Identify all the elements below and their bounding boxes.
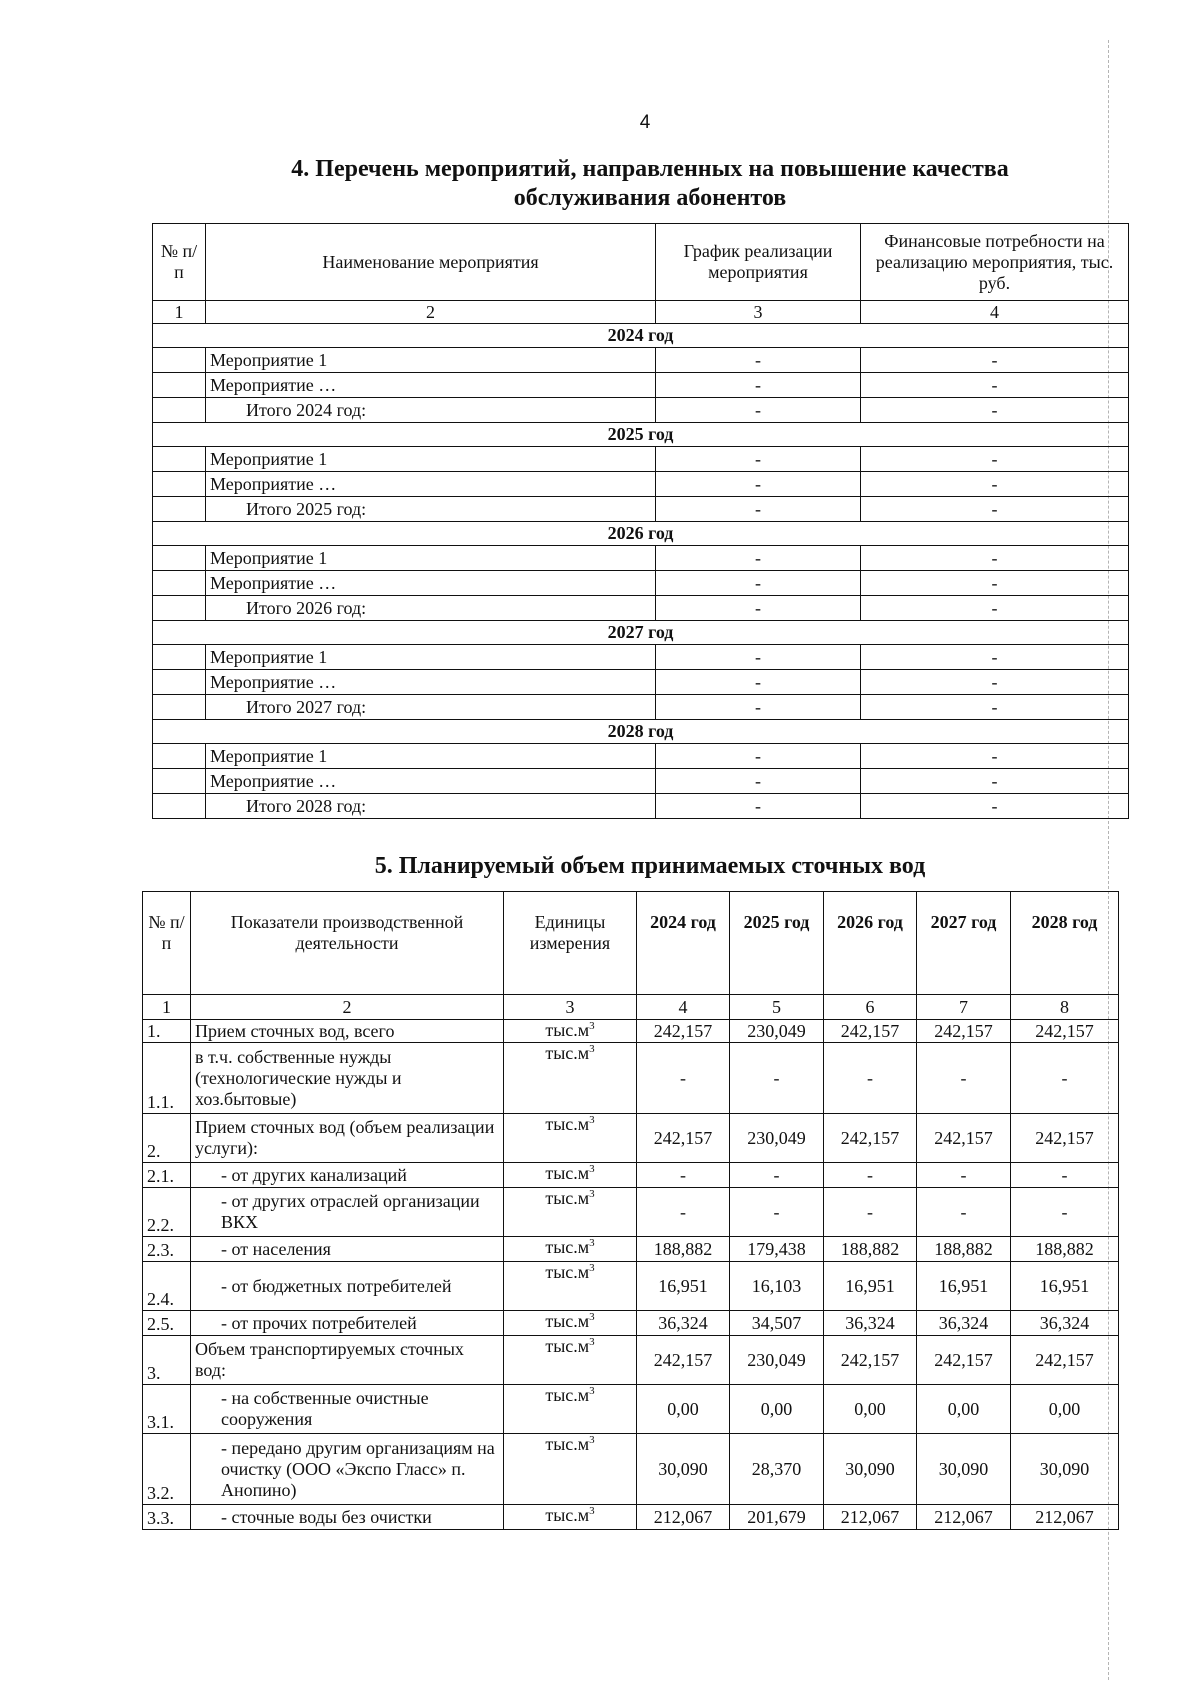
unit-superscript: 3 — [589, 1336, 595, 1348]
measure-name: Мероприятие … — [206, 670, 656, 695]
total-label: Итого 2028 год: — [206, 794, 656, 819]
total-label: Итого 2027 год: — [206, 695, 656, 720]
value-cell: 36,324 — [1011, 1311, 1119, 1336]
schedule-cell: - — [656, 373, 861, 398]
col-number: 2 — [191, 995, 504, 1020]
measure-name: Мероприятие 1 — [206, 447, 656, 472]
schedule-cell: - — [656, 596, 861, 621]
indicator-name: - сточные воды без очистки — [191, 1505, 504, 1530]
value-cell: - — [824, 1043, 917, 1114]
col-number: 1 — [143, 995, 191, 1020]
value-cell: 242,157 — [917, 1336, 1011, 1385]
value-cell: 0,00 — [730, 1385, 824, 1434]
indicator-name: Прием сточных вод (объем реализации услуги): — [191, 1114, 504, 1163]
unit-superscript: 3 — [589, 1237, 595, 1249]
header-year: 2027 год — [917, 892, 1011, 995]
measure-row — [153, 348, 1129, 373]
row-num — [153, 497, 206, 522]
unit-superscript: 3 — [589, 1163, 595, 1175]
value-cell: 16,951 — [917, 1262, 1011, 1311]
row-num — [153, 571, 206, 596]
value-cell: 34,507 — [730, 1311, 824, 1336]
value-cell: 0,00 — [824, 1385, 917, 1434]
row-num — [153, 596, 206, 621]
schedule-cell: - — [656, 348, 861, 373]
value-cell: 0,00 — [637, 1385, 730, 1434]
unit-text: тыс.м — [545, 1385, 590, 1405]
year-row — [153, 621, 1129, 645]
column-number-row — [153, 301, 1129, 324]
finance-cell: - — [861, 348, 1129, 373]
unit-cell — [504, 1020, 637, 1043]
total-row — [153, 398, 1129, 423]
schedule-cell: - — [656, 447, 861, 472]
value-cell: 242,157 — [1011, 1114, 1119, 1163]
measure-name: Мероприятие … — [206, 769, 656, 794]
unit-superscript: 3 — [589, 1262, 595, 1274]
value-cell: 30,090 — [637, 1434, 730, 1505]
finance-cell: - — [861, 546, 1129, 571]
indicator-name: Объем транспортируемых сточных вод: — [191, 1336, 504, 1385]
row-number: 2. — [143, 1114, 191, 1163]
finance-cell: - — [861, 670, 1129, 695]
value-cell: 212,067 — [1011, 1505, 1119, 1530]
year-row — [153, 720, 1129, 744]
unit-text: тыс.м — [545, 1020, 590, 1040]
unit-text: тыс.м — [545, 1237, 590, 1257]
row-num — [153, 398, 206, 423]
indicator-name: - передано другим организациям на очистку (ООО «Экспо Гласс» п. Анопино) — [191, 1434, 504, 1505]
row-number: 2.1. — [143, 1163, 191, 1188]
value-cell: 230,049 — [730, 1020, 824, 1043]
row-number: 3.1. — [143, 1385, 191, 1434]
value-cell: - — [824, 1163, 917, 1188]
value-cell: - — [730, 1163, 824, 1188]
total-label: Итого 2026 год: — [206, 596, 656, 621]
value-cell: - — [824, 1188, 917, 1237]
row-number: 3. — [143, 1336, 191, 1385]
table-row — [143, 1163, 1119, 1188]
header-num: № п/п — [153, 224, 206, 301]
indicator-name: - от прочих потребителей — [191, 1311, 504, 1336]
value-cell: 242,157 — [824, 1114, 917, 1163]
col-number: 2 — [206, 301, 656, 324]
value-cell: 30,090 — [824, 1434, 917, 1505]
finance-cell: - — [861, 645, 1129, 670]
measure-row — [153, 447, 1129, 472]
row-number: 2.2. — [143, 1188, 191, 1237]
unit-cell — [504, 1188, 637, 1237]
unit-superscript: 3 — [589, 1020, 595, 1032]
unit-cell — [504, 1262, 637, 1311]
measure-row — [153, 373, 1129, 398]
table-row — [143, 1434, 1119, 1505]
row-number: 2.3. — [143, 1237, 191, 1262]
unit-superscript: 3 — [589, 1043, 595, 1055]
year-label: 2024 год — [153, 324, 1129, 348]
schedule-cell: - — [656, 546, 861, 571]
unit-superscript: 3 — [589, 1311, 595, 1323]
total-label: Итого 2025 год: — [206, 497, 656, 522]
indicator-name: - на собственные очистные сооружения — [191, 1385, 504, 1434]
schedule-cell: - — [656, 398, 861, 423]
unit-text: тыс.м — [545, 1434, 590, 1454]
unit-cell — [504, 1043, 637, 1114]
schedule-cell: - — [656, 472, 861, 497]
row-num — [153, 447, 206, 472]
value-cell: - — [1011, 1043, 1119, 1114]
finance-cell: - — [861, 571, 1129, 596]
year-row — [153, 324, 1129, 348]
table-header-row — [153, 224, 1129, 301]
finance-cell: - — [861, 744, 1129, 769]
value-cell: 242,157 — [637, 1114, 730, 1163]
unit-text: тыс.м — [545, 1188, 590, 1208]
value-cell: 28,370 — [730, 1434, 824, 1505]
header-finance: Финансовые потребности на реализацию мероприятия, тыс. руб. — [861, 224, 1129, 301]
value-cell: 0,00 — [917, 1385, 1011, 1434]
total-row — [153, 497, 1129, 522]
schedule-cell: - — [656, 571, 861, 596]
value-cell: - — [917, 1163, 1011, 1188]
row-num — [153, 695, 206, 720]
measures-table — [152, 223, 1129, 819]
header-year: 2024 год — [637, 892, 730, 995]
header-unit: Единицы измерения — [504, 892, 637, 995]
finance-cell: - — [861, 794, 1129, 819]
value-cell: - — [637, 1163, 730, 1188]
unit-text: тыс.м — [545, 1043, 590, 1063]
unit-cell — [504, 1385, 637, 1434]
measure-row — [153, 645, 1129, 670]
value-cell: - — [637, 1043, 730, 1114]
schedule-cell: - — [656, 744, 861, 769]
unit-text: тыс.м — [545, 1311, 590, 1331]
col-number: 4 — [861, 301, 1129, 324]
unit-cell — [504, 1505, 637, 1530]
table-row — [143, 1043, 1119, 1114]
col-number: 3 — [656, 301, 861, 324]
unit-cell — [504, 1163, 637, 1188]
col-number: 6 — [824, 995, 917, 1020]
schedule-cell: - — [656, 794, 861, 819]
finance-cell: - — [861, 373, 1129, 398]
value-cell: 30,090 — [1011, 1434, 1119, 1505]
year-label: 2028 год — [153, 720, 1129, 744]
value-cell: 36,324 — [917, 1311, 1011, 1336]
table-row — [143, 1237, 1119, 1262]
total-row — [153, 695, 1129, 720]
unit-superscript: 3 — [589, 1114, 595, 1126]
value-cell: 188,882 — [1011, 1237, 1119, 1262]
col-number: 7 — [917, 995, 1011, 1020]
value-cell: 30,090 — [917, 1434, 1011, 1505]
value-cell: 242,157 — [917, 1020, 1011, 1043]
value-cell: 0,00 — [1011, 1385, 1119, 1434]
year-row — [153, 423, 1129, 447]
wastewater-volume-table — [142, 891, 1119, 1530]
value-cell: 188,882 — [824, 1237, 917, 1262]
row-number: 1. — [143, 1020, 191, 1043]
value-cell: - — [637, 1188, 730, 1237]
header-schedule: График реализации мероприятия — [656, 224, 861, 301]
value-cell: 16,103 — [730, 1262, 824, 1311]
table-row — [143, 1188, 1119, 1237]
unit-text: тыс.м — [545, 1262, 590, 1282]
value-cell: - — [1011, 1163, 1119, 1188]
measure-name: Мероприятие 1 — [206, 645, 656, 670]
row-num — [153, 769, 206, 794]
finance-cell: - — [861, 398, 1129, 423]
schedule-cell: - — [656, 645, 861, 670]
measure-name: Мероприятие 1 — [206, 348, 656, 373]
unit-cell — [504, 1237, 637, 1262]
year-label: 2026 год — [153, 522, 1129, 546]
table-row — [143, 1336, 1119, 1385]
value-cell: 188,882 — [917, 1237, 1011, 1262]
indicator-name: - от других отраслей организации ВКХ — [191, 1188, 504, 1237]
row-number: 2.4. — [143, 1262, 191, 1311]
value-cell: - — [730, 1043, 824, 1114]
table-row — [143, 1505, 1119, 1530]
value-cell: - — [730, 1188, 824, 1237]
unit-text: тыс.м — [545, 1114, 590, 1134]
value-cell: 242,157 — [824, 1336, 917, 1385]
value-cell: 36,324 — [824, 1311, 917, 1336]
header-indicator: Показатели производственной деятельности — [191, 892, 504, 995]
measure-row — [153, 769, 1129, 794]
value-cell: 179,438 — [730, 1237, 824, 1262]
finance-cell: - — [861, 497, 1129, 522]
value-cell: 242,157 — [1011, 1020, 1119, 1043]
row-num — [153, 645, 206, 670]
row-num — [153, 794, 206, 819]
unit-superscript: 3 — [589, 1188, 595, 1200]
schedule-cell: - — [656, 670, 861, 695]
row-num — [153, 670, 206, 695]
column-number-row — [143, 995, 1119, 1020]
unit-cell — [504, 1311, 637, 1336]
value-cell: 188,882 — [637, 1237, 730, 1262]
indicator-name: в т.ч. собственные нужды (технологические нужды и хоз.бытовые) — [191, 1043, 504, 1114]
value-cell: 242,157 — [917, 1114, 1011, 1163]
value-cell: 201,679 — [730, 1505, 824, 1530]
unit-text: тыс.м — [545, 1336, 590, 1356]
row-number: 3.2. — [143, 1434, 191, 1505]
value-cell: 242,157 — [1011, 1336, 1119, 1385]
table-header-row — [143, 892, 1119, 995]
value-cell: 16,951 — [637, 1262, 730, 1311]
measure-row — [153, 472, 1129, 497]
total-row — [153, 596, 1129, 621]
value-cell: 212,067 — [824, 1505, 917, 1530]
unit-superscript: 3 — [589, 1385, 595, 1397]
col-number: 8 — [1011, 995, 1119, 1020]
unit-text: тыс.м — [545, 1163, 590, 1183]
value-cell: 242,157 — [637, 1336, 730, 1385]
table-row — [143, 1114, 1119, 1163]
value-cell: 212,067 — [637, 1505, 730, 1530]
value-cell: - — [1011, 1188, 1119, 1237]
finance-cell: - — [861, 447, 1129, 472]
measure-name: Мероприятие … — [206, 373, 656, 398]
unit-cell — [504, 1114, 637, 1163]
measure-row — [153, 546, 1129, 571]
measure-row — [153, 670, 1129, 695]
header-year: 2026 год — [824, 892, 917, 995]
header-num: № п/п — [143, 892, 191, 995]
measure-row — [153, 571, 1129, 596]
measure-row — [153, 744, 1129, 769]
col-number: 4 — [637, 995, 730, 1020]
indicator-name: Прием сточных вод, всего — [191, 1020, 504, 1043]
section5-title: 5. Планируемый объем принимаемых сточных вод — [374, 853, 926, 879]
measure-name: Мероприятие … — [206, 571, 656, 596]
table-row — [143, 1385, 1119, 1434]
header-year: 2028 год — [1011, 892, 1119, 995]
row-number: 3.3. — [143, 1505, 191, 1530]
finance-cell: - — [861, 472, 1129, 497]
measure-name: Мероприятие 1 — [206, 546, 656, 571]
measure-name: Мероприятие 1 — [206, 744, 656, 769]
row-num — [153, 472, 206, 497]
value-cell: - — [917, 1043, 1011, 1114]
value-cell: 212,067 — [917, 1505, 1011, 1530]
value-cell: 16,951 — [1011, 1262, 1119, 1311]
row-number: 1.1. — [143, 1043, 191, 1114]
finance-cell: - — [861, 695, 1129, 720]
row-num — [153, 373, 206, 398]
row-number: 2.5. — [143, 1311, 191, 1336]
header-name: Наименование мероприятия — [206, 224, 656, 301]
year-label: 2027 год — [153, 621, 1129, 645]
row-num — [153, 546, 206, 571]
total-row — [153, 794, 1129, 819]
value-cell: 230,049 — [730, 1114, 824, 1163]
measure-name: Мероприятие … — [206, 472, 656, 497]
value-cell: 242,157 — [637, 1020, 730, 1043]
col-number: 5 — [730, 995, 824, 1020]
unit-superscript: 3 — [589, 1434, 595, 1446]
unit-text: тыс.м — [545, 1505, 590, 1525]
indicator-name: - от бюджетных потребителей — [191, 1262, 504, 1311]
page-number: 4 — [639, 112, 651, 133]
header-year: 2025 год — [730, 892, 824, 995]
unit-cell — [504, 1336, 637, 1385]
table-row — [143, 1262, 1119, 1311]
value-cell: 242,157 — [824, 1020, 917, 1043]
indicator-name: - от других канализаций — [191, 1163, 504, 1188]
col-number: 3 — [504, 995, 637, 1020]
value-cell: - — [917, 1188, 1011, 1237]
value-cell: 36,324 — [637, 1311, 730, 1336]
unit-cell — [504, 1434, 637, 1505]
year-label: 2025 год — [153, 423, 1129, 447]
row-num — [153, 348, 206, 373]
schedule-cell: - — [656, 695, 861, 720]
total-label: Итого 2024 год: — [206, 398, 656, 423]
col-number: 1 — [153, 301, 206, 324]
value-cell: 230,049 — [730, 1336, 824, 1385]
year-row — [153, 522, 1129, 546]
unit-superscript: 3 — [589, 1505, 595, 1517]
value-cell: 16,951 — [824, 1262, 917, 1311]
row-num — [153, 744, 206, 769]
schedule-cell: - — [656, 769, 861, 794]
indicator-name: - от населения — [191, 1237, 504, 1262]
section4-title: 4. Перечень мероприятий, направленных на повышение качества обслуживания абонентов — [291, 156, 1009, 211]
schedule-cell: - — [656, 497, 861, 522]
finance-cell: - — [861, 769, 1129, 794]
table-row — [143, 1311, 1119, 1336]
table-row — [143, 1020, 1119, 1043]
finance-cell: - — [861, 596, 1129, 621]
